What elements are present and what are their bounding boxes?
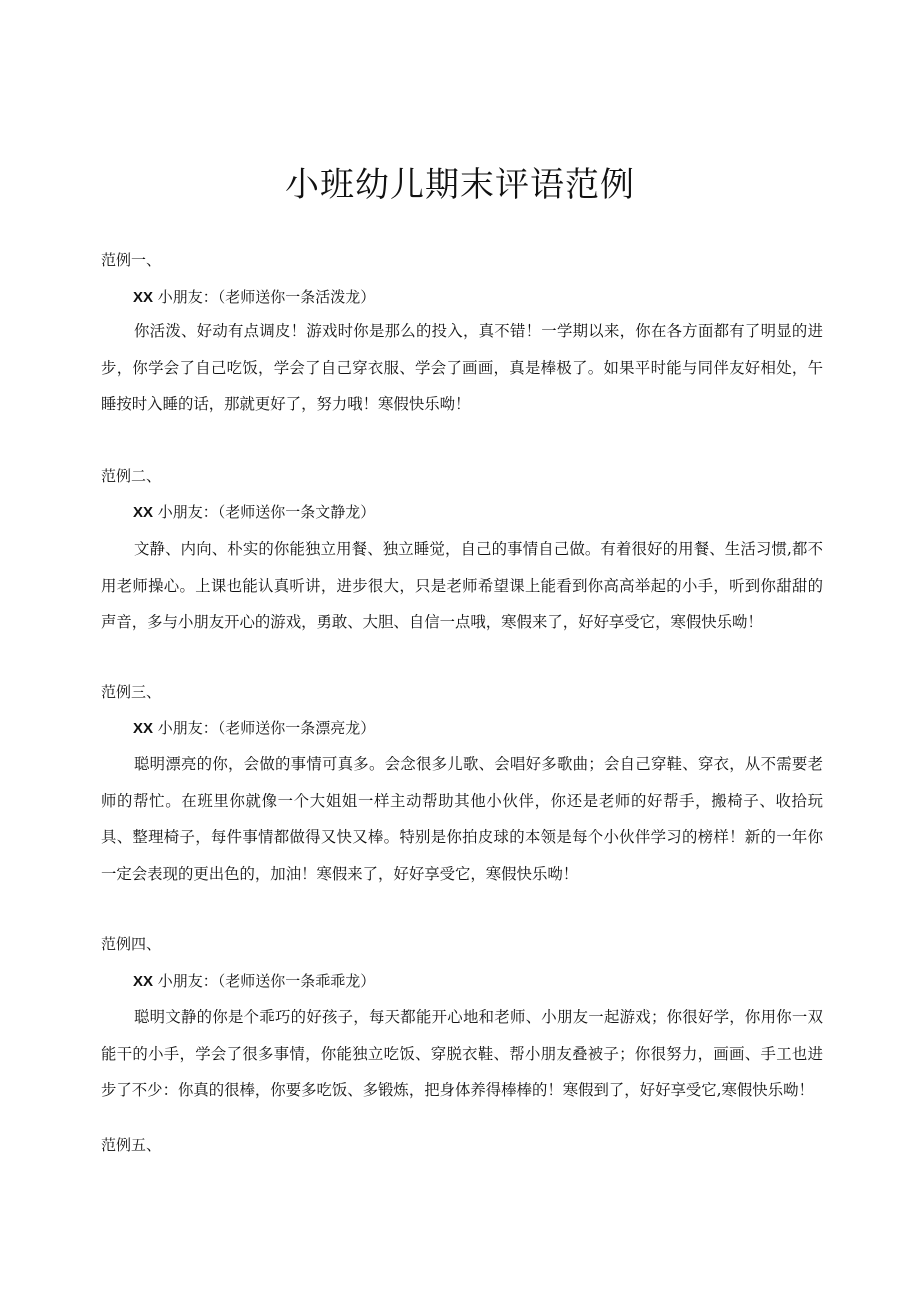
section-5-label: 范例五、 [101,1136,162,1154]
section-1-label: 范例一、 [101,251,162,269]
salutation-text: 小朋友：（老师送你一条乖乖龙） [153,972,376,990]
section-4-label: 范例四、 [101,935,162,953]
section-4-salutation [133,970,375,993]
section-3-salutation [133,717,375,740]
child-name-placeholder: XX [133,504,154,521]
section-2-salutation [133,501,375,524]
salutation-text: 小朋友：（老师送你一条文静龙） [153,503,376,521]
section-4-comment: 聪明文静的你是个乖巧的好孩子，每天都能开心地和老师、小朋友一起游戏；你很好学，你用你一双能干的小手，学会了很多事情，你能独立吃饭、穿脱衣鞋、帮小朋友叠被子；你很努力，画画、手工也进步了不少：你真的很棒，你要多吃饭、多锻炼，把身体养得棒棒的！寒假到了，好好享受它,寒假快乐呦！ [101,1008,823,1099]
salutation-text: 小朋友：（老师送你一条活泼龙） [153,288,376,306]
child-name-placeholder: XX [133,289,154,306]
section-2-label: 范例二、 [101,467,162,485]
section-2-comment: 文静、内向、朴实的你能独立用餐、独立睡觉，自己的事情自己做。有着很好的用餐、生活习惯,都不用老师操心。上课也能认真听讲，进步很大，只是老师希望课上能看到你高高举起的小手，听到你甜甜的声音，多与小朋友开心的游戏，勇敢、大胆、自信一点哦，寒假来了，好好享受它，寒假快乐呦！ [101,540,823,631]
section-1-salutation [133,286,375,309]
salutation-text: 小朋友：（老师送你一条漂亮龙） [153,719,376,737]
section-3-label: 范例三、 [101,683,162,701]
document-title: 小班幼儿期末评语范例 [285,165,635,205]
section-1-comment: 你活泼、好动有点调皮！游戏时你是那么的投入，真不错！一学期以来，你在各方面都有了明显的进步，你学会了自己吃饭，学会了自己穿衣服、学会了画画，真是棒极了。如果平时能与同伴友好相处，午睡按时入睡的话，那就更好了，努力哦！寒假快乐呦！ [101,322,823,413]
child-name-placeholder: XX [133,720,154,737]
child-name-placeholder: XX [133,973,154,990]
section-3-comment: 聪明漂亮的你，会做的事情可真多。会念很多儿歌、会唱好多歌曲；会自己穿鞋、穿衣，从不需要老师的帮忙。在班里你就像一个大姐姐一样主动帮助其他小伙伴，你还是老师的好帮手，搬椅子、收拾玩具、整理椅子，每件事情都做得又快又棒。特别是你拍皮球的本领是每个小伙伴学习的榜样！新的一年你一定会表现的更出色的，加油！寒假来了，好好享受它，寒假快乐呦！ [101,755,823,883]
